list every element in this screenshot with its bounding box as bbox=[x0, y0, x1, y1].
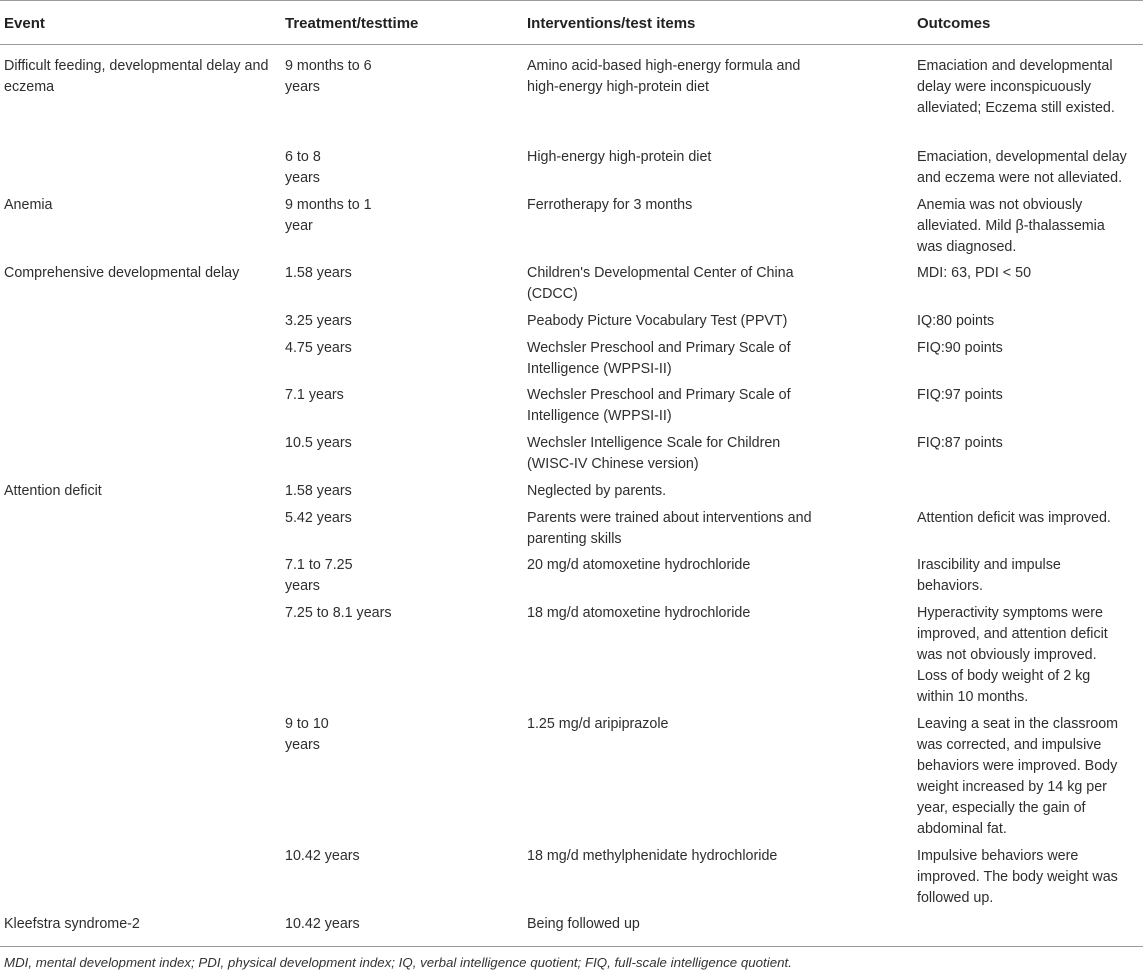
cell-outcome: Emaciation, developmental delay and eczema were not alleviated. bbox=[917, 149, 1127, 186]
cell-outcome: Emaciation and developmental delay were inconspicuously alleviated; Eczema still existed. bbox=[917, 58, 1115, 116]
cell-time: 1.58 years bbox=[285, 265, 352, 281]
cell-outcome: Leaving a seat in the classroom was corrected, and impulsive behaviors were improved. Body weight increased by 14 kg per year, especially the gain of abdominal fat. bbox=[917, 716, 1119, 837]
cell-time: 9 to 10 years bbox=[285, 716, 329, 753]
cell-event: Attention deficit bbox=[4, 483, 102, 499]
cell-time: 9 months to 6 years bbox=[285, 58, 372, 95]
cell-item: 1.25 mg/d aripiprazole bbox=[527, 716, 669, 732]
cell-time: 5.42 years bbox=[285, 510, 352, 526]
cell-item: Neglected by parents. bbox=[527, 483, 667, 499]
cell-time: 7.1 to 7.25 years bbox=[285, 557, 353, 594]
header-outcomes: Outcomes bbox=[917, 15, 991, 32]
cell-time: 6 to 8 years bbox=[285, 149, 321, 186]
cell-time: 7.1 years bbox=[285, 387, 344, 403]
cell-time: 9 months to 1 year bbox=[285, 197, 372, 234]
cell-time: 4.75 years bbox=[285, 340, 352, 356]
header-event: Event bbox=[4, 15, 45, 32]
cell-outcome: Impulsive behaviors were improved. The body weight was followed up. bbox=[917, 848, 1118, 906]
cell-item: Being followed up bbox=[527, 916, 640, 932]
cell-outcome: FIQ:97 points bbox=[917, 387, 1003, 403]
table-bottom-rule bbox=[0, 946, 1143, 947]
cell-time: 3.25 years bbox=[285, 313, 352, 329]
cell-item: Wechsler Preschool and Primary Scale of Intelligence (WPPSI-II) bbox=[527, 340, 791, 377]
cell-item: High-energy high-protein diet bbox=[527, 149, 712, 165]
cell-event: Difficult feeding, developmental delay and eczema bbox=[4, 58, 269, 95]
header-interventions: Interventions/test items bbox=[527, 15, 696, 32]
cell-item: Wechsler Preschool and Primary Scale of Intelligence (WPPSI-II) bbox=[527, 387, 791, 424]
cell-item: Ferrotherapy for 3 months bbox=[527, 197, 693, 213]
cell-outcome: Attention deficit was improved. bbox=[917, 510, 1111, 526]
cell-event: Kleefstra syndrome-2 bbox=[4, 916, 140, 932]
cell-item: Peabody Picture Vocabulary Test (PPVT) bbox=[527, 313, 788, 329]
cell-outcome: MDI: 63, PDI < 50 bbox=[917, 265, 1032, 281]
cell-item: Wechsler Intelligence Scale for Children (WISC-IV Chinese version) bbox=[527, 435, 781, 472]
header-rule bbox=[0, 44, 1143, 45]
cell-item: 20 mg/d atomoxetine hydrochloride bbox=[527, 557, 751, 573]
cell-outcome: IQ:80 points bbox=[917, 313, 995, 329]
cell-time: 7.25 to 8.1 years bbox=[285, 605, 392, 621]
cell-outcome: Anemia was not obviously alleviated. Mild β-thalassemia was diagnosed. bbox=[917, 197, 1105, 255]
cell-item: 18 mg/d atomoxetine hydrochloride bbox=[527, 605, 751, 621]
table-top-rule bbox=[0, 0, 1143, 1]
cell-item: Amino acid-based high-energy formula and high-energy high-protein diet bbox=[527, 58, 801, 95]
cell-outcome: Irascibility and impulse behaviors. bbox=[917, 557, 1061, 594]
cell-time: 1.58 years bbox=[285, 483, 352, 499]
cell-item: Parents were trained about interventions and parenting skills bbox=[527, 510, 812, 547]
cell-outcome: FIQ:90 points bbox=[917, 340, 1003, 356]
table-footnote: MDI, mental development index; PDI, physical development index; IQ, verbal intelligence quotient; FIQ, full-scale intelligence quotient. bbox=[4, 955, 792, 970]
cell-time: 10.5 years bbox=[285, 435, 352, 451]
cell-outcome: Hyperactivity symptoms were improved, and attention deficit was not obviously improved. Loss of body weight of 2 kg within 10 months. bbox=[917, 605, 1108, 705]
cell-time: 10.42 years bbox=[285, 848, 360, 864]
cell-time: 10.42 years bbox=[285, 916, 360, 932]
cell-event: Comprehensive developmental delay bbox=[4, 265, 240, 281]
cell-item: 18 mg/d methylphenidate hydrochloride bbox=[527, 848, 778, 864]
header-treatment-time: Treatment/testtime bbox=[285, 15, 419, 32]
cell-item: Children's Developmental Center of China (CDCC) bbox=[527, 265, 794, 302]
cell-event: Anemia bbox=[4, 197, 53, 213]
cell-outcome: FIQ:87 points bbox=[917, 435, 1003, 451]
